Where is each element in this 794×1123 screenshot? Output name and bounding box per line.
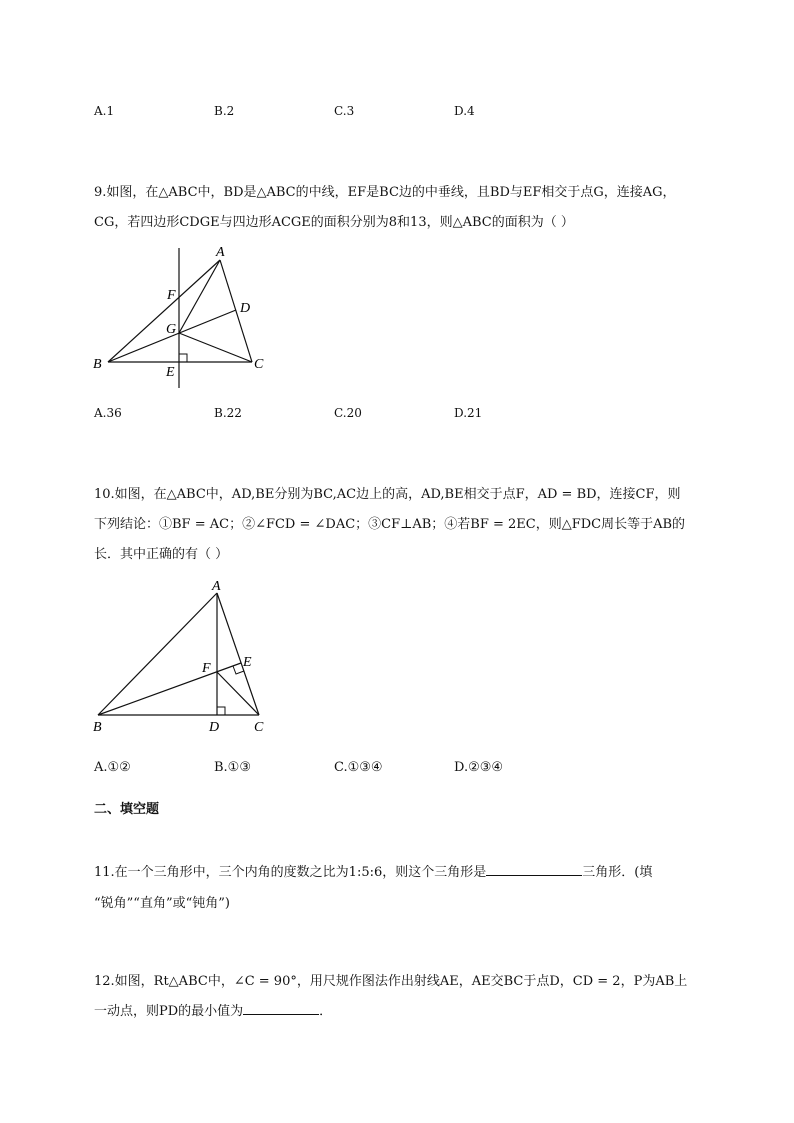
q12-text-after-blank: ． xyxy=(319,1004,333,1019)
q8-option-d: D.4 xyxy=(454,104,475,118)
q12-answer-blank[interactable] xyxy=(243,1002,319,1015)
q9-label-b: B xyxy=(93,357,102,372)
q11-text-line1 xyxy=(94,861,652,880)
q9-text-line2: CG，若四边形CDGE与四边形ACGE的面积分别为8和13，则△ABC的面积为（ ） xyxy=(94,215,574,230)
q8-option-c: C.3 xyxy=(334,104,355,118)
q9-label-d: D xyxy=(240,301,251,316)
q10-figure xyxy=(88,580,278,740)
q9-label-c: C xyxy=(254,357,264,372)
q10-label-b: B xyxy=(93,720,102,735)
q9-option-b: B.22 xyxy=(214,406,242,420)
q11-text-before-blank: 11.在一个三角形中，三个内角的度数之比为1:5:6，则这个三角形是 xyxy=(94,865,487,880)
q9-text-line1: 9.如图，在△ABC中，BD是△ABC的中线，EF是BC边的中垂线，且BD与EF相交于点G，连接AG， xyxy=(94,185,676,200)
q10-option-d: D.②③④ xyxy=(454,760,504,775)
q9-label-a: A xyxy=(216,245,225,260)
q11-text-after-blank: 三角形．(填 xyxy=(582,865,653,880)
q10-text-line2: 下列结论：①BF = AC；②∠FCD = ∠DAC；③CF⊥AB；④若BF = 2EC，则△FDC周长等于AB的 xyxy=(94,517,686,532)
q10-option-c: C.①③④ xyxy=(334,760,383,775)
q11-answer-blank[interactable] xyxy=(486,863,582,876)
q12-text-line1: 12.如图，Rt△ABC中，∠C = 90°，用尺规作图法作出射线AE，AE交BC于点D，CD = 2，P为AB上 xyxy=(94,974,688,989)
q10-option-a: A.①② xyxy=(94,760,131,775)
q11-text-line2: “锐角”“直角”或“钝角”) xyxy=(94,896,230,911)
q9-label-e: E xyxy=(166,365,175,380)
q9-label-g: G xyxy=(166,322,177,337)
q10-label-a: A xyxy=(212,580,221,594)
q9-option-c: C.20 xyxy=(334,406,362,420)
q9-option-a: A.36 xyxy=(94,406,122,420)
q9-option-d: D.21 xyxy=(454,406,483,420)
q10-label-d: D xyxy=(209,720,220,735)
q8-option-b: B.2 xyxy=(214,104,235,118)
q10-label-f: F xyxy=(202,661,211,676)
q8-option-a: A.1 xyxy=(94,104,115,118)
q9-figure xyxy=(88,240,278,395)
q9-label-f: F xyxy=(167,288,176,303)
q10-text-line3: 长．其中正确的有（ ） xyxy=(94,547,229,562)
q10-label-c: C xyxy=(254,720,264,735)
q10-option-b: B.①③ xyxy=(214,760,251,775)
q12-text-line2 xyxy=(94,1000,332,1019)
q10-label-e: E xyxy=(243,655,252,670)
q10-text-line1: 10.如图，在△ABC中，AD,BE分别为BC,AC边上的高，AD,BE相交于点F，AD = BD，连接CF，则 xyxy=(94,487,681,502)
q12-text-before-blank: 一动点，则PD的最小值为 xyxy=(94,1004,244,1019)
section-title-fill-in: 二、填空题 xyxy=(94,802,160,817)
